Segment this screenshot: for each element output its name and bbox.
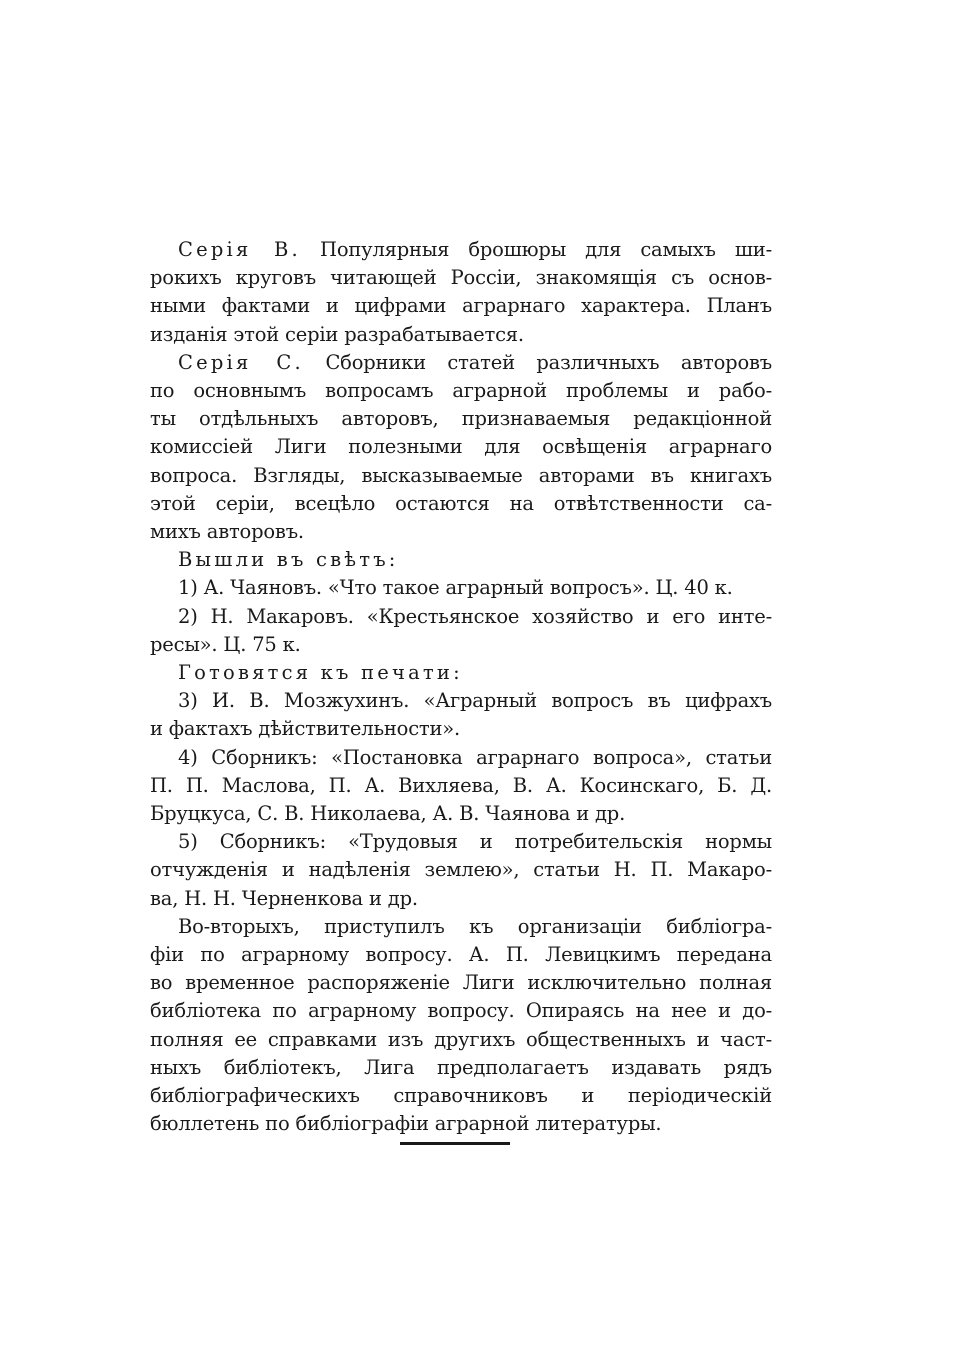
- secondly-line-2: фіи по аграрному вопросу. А. П. Левицкимъ передана: [150, 943, 772, 967]
- series-b-line-1: Серія В. Популярныя брошюры для самыхъ ши-: [178, 238, 772, 261]
- forthcoming-item-4-line-1: 4) Сборникъ: «Постановка аграрнаго вопроса», статьи: [178, 745, 772, 769]
- forthcoming-item-3-line-1: 3) И. В. Мозжухинъ. «Аграрный вопросъ въ цифрахъ: [178, 689, 772, 713]
- secondly-line-5: полняя ее справками изъ другихъ общественныхъ и част-: [150, 1027, 772, 1051]
- secondly-line-1: Во-вторыхъ, приступилъ къ организаціи библіогра-: [178, 914, 772, 938]
- secondly-line-6: ныхъ библіотекъ, Лига предполагаетъ издавать рядъ: [150, 1055, 772, 1079]
- series-b-line-4: изданія этой серіи разрабатывается.: [150, 322, 524, 346]
- series-c-line-5: вопроса. Взгляды, высказываемые авторами въ книгахъ: [150, 463, 772, 487]
- forthcoming-heading: Готовятся къ печати:: [178, 661, 463, 685]
- secondly-line-8: бюллетень по библіографіи аграрной литературы.: [150, 1112, 662, 1136]
- section-divider: [400, 1142, 510, 1145]
- series-c-line-1: Серія С. Сборники статей различныхъ авторовъ: [178, 350, 772, 374]
- forthcoming-item-4-line-2: П. П. Маслова, П. А. Вихляева, В. А. Косинскаго, Б. Д.: [150, 773, 772, 797]
- published-item-2-line-2: ресы». Ц. 75 к.: [150, 632, 301, 656]
- series-c-line-6: этой серіи, всецѣло остаются на отвѣтственности са-: [150, 491, 772, 515]
- series-b-line-3: ными фактами и цифрами аграрнаго характера. Планъ: [150, 294, 772, 318]
- forthcoming-item-4-line-3: Бруцкуса, С. В. Николаева, А. В. Чаянова и др.: [150, 802, 626, 826]
- series-c-line-7: михъ авторовъ.: [150, 520, 304, 544]
- series-b-line-2: рокихъ круговъ читающей Россіи, знакомящія съ основ-: [150, 266, 772, 290]
- published-heading: Вышли въ свѣтъ:: [178, 548, 399, 572]
- secondly-line-7: библіографическихъ справочниковъ и періодическій: [150, 1084, 772, 1108]
- series-c-line-3: ты отдѣльныхъ авторовъ, признаваемыя редакціонной: [150, 407, 772, 431]
- forthcoming-item-5-line-3: ва, Н. Н. Черненкова и др.: [150, 886, 418, 910]
- series-c-line-2: по основнымъ вопросамъ аграрной проблемы и рабо-: [150, 379, 772, 403]
- series-c-label: Серія С.: [178, 350, 304, 374]
- forthcoming-item-5-line-1: 5) Сборникъ: «Трудовыя и потребительскія нормы: [178, 830, 772, 854]
- forthcoming-item-3-line-2: и фактахъ дѣйствительности».: [150, 717, 461, 741]
- body-text: [150, 236, 772, 1139]
- series-c-line-4: комиссіей Лиги полезными для освѣщенія аграрнаго: [150, 435, 772, 459]
- series-b-label: Серія В.: [178, 238, 301, 261]
- published-item-2-line-1: 2) Н. Макаровъ. «Крестьянское хозяйство и его инте-: [178, 604, 772, 628]
- forthcoming-item-5-line-2: отчужденія и надѣленія землею», статьи Н. П. Макаро-: [150, 858, 772, 882]
- secondly-line-3: во временное распоряженіе Лиги исключительно полная: [150, 971, 772, 995]
- secondly-line-4: библіотека по аграрному вопросу. Опираясь на нее и до-: [150, 999, 772, 1023]
- published-item-1: 1) А. Чаяновъ. «Что такое аграрный вопросъ». Ц. 40 к.: [178, 576, 733, 600]
